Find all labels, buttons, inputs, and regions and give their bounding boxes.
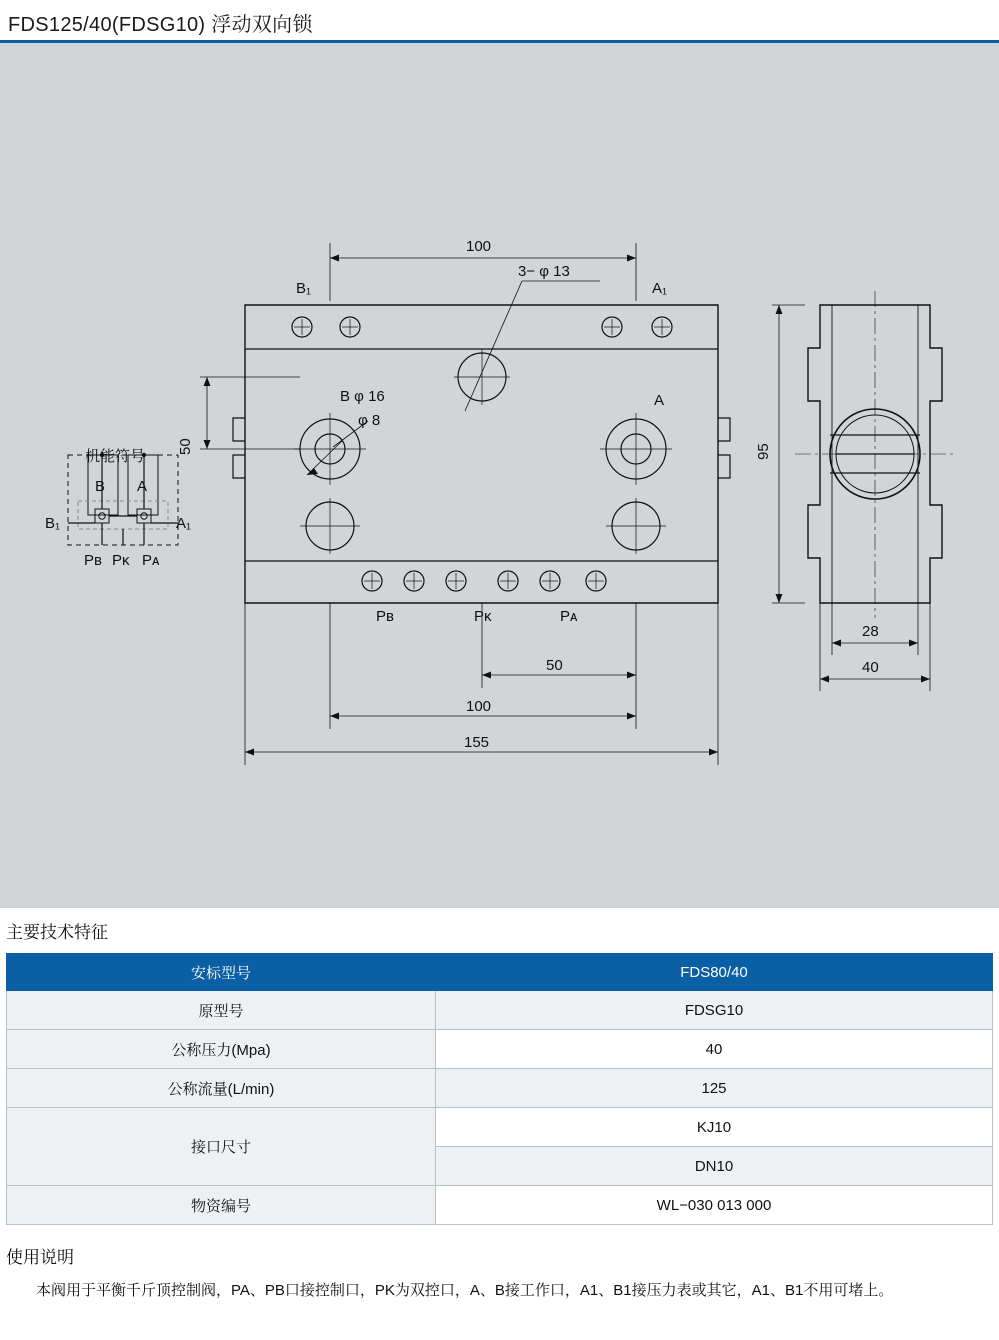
technical-drawing-svg	[0, 43, 999, 908]
front-view-dimensions	[200, 243, 718, 765]
table-row	[7, 1069, 993, 1108]
specs-heading: 主要技术特征	[6, 923, 108, 942]
table-cell-value: 125	[436, 1069, 993, 1108]
label-b1: B₁	[296, 280, 312, 297]
table-cell-value-2: DN10	[436, 1147, 993, 1186]
front-view-body	[233, 305, 730, 603]
table-cell-value: FDSG10	[436, 991, 993, 1030]
symbol-label-a: A	[137, 478, 148, 495]
usage-paragraph: 本阀用于平衡千斤顶控制阀，PA、PB口接控制口，PK为双控口，A、B接工作口，A1、B1接压力表或其它，A1、B1不用可堵上。	[36, 1282, 894, 1299]
table-cell-label: 安标型号	[7, 954, 436, 991]
label-pa: Pᴀ	[560, 608, 578, 625]
table-cell-label: 原型号	[7, 991, 436, 1030]
side-view-dimensions	[772, 305, 930, 691]
table-row	[7, 991, 993, 1030]
page-title: FDS125/40(FDSG10) 浮动双向锁	[8, 14, 313, 36]
table-cell-label: 公称流量(L/min)	[7, 1069, 436, 1108]
table-row	[7, 1108, 993, 1147]
symbol-label-pb: Pʙ	[84, 552, 102, 569]
symbol-label-b1: B₁	[45, 515, 61, 532]
dim-side-40: 40	[862, 659, 879, 676]
specs-table	[6, 953, 993, 1225]
dim-bottom-50: 50	[546, 657, 563, 674]
usage-heading: 使用说明	[6, 1248, 74, 1267]
symbol-label-pa: Pᴀ	[142, 552, 160, 569]
dim-bottom-155: 155	[464, 734, 490, 751]
table-cell-value: KJ10	[436, 1108, 993, 1147]
symbol-label-b: B	[95, 478, 106, 495]
callout-3-phi-13: 3− φ 13	[518, 263, 570, 280]
symbol-caption: 机能符号	[85, 448, 146, 465]
symbol-label-a1: A₁	[176, 515, 192, 532]
function-symbol-group	[68, 453, 178, 545]
label-pk: Pᴋ	[474, 608, 492, 625]
table-cell-value: 40	[436, 1030, 993, 1069]
dim-side-28: 28	[862, 623, 879, 640]
table-cell-label: 接口尺寸	[7, 1108, 436, 1186]
callout-phi-8: φ 8	[358, 412, 381, 429]
label-pb: Pʙ	[376, 608, 394, 625]
table-cell-value: WL−030 013 000	[436, 1186, 993, 1225]
side-view-body	[795, 291, 955, 618]
table-cell-label: 物资编号	[7, 1186, 436, 1225]
table-cell-value: FDS80/40	[436, 954, 993, 991]
symbol-label-pk: Pᴋ	[112, 552, 130, 569]
callout-b-phi-16: B φ 16	[340, 388, 385, 405]
table-cell-label: 公称压力(Mpa)	[7, 1030, 436, 1069]
table-row	[7, 1186, 993, 1225]
dim-left-50: 50	[177, 438, 194, 455]
label-a1: A₁	[652, 280, 668, 297]
label-a: A	[654, 392, 665, 409]
dim-side-95: 95	[755, 443, 772, 460]
table-row-header	[7, 954, 993, 991]
dim-bottom-100: 100	[466, 698, 492, 715]
table-row	[7, 1030, 993, 1069]
dim-top-100: 100	[466, 238, 492, 255]
technical-drawing-panel	[0, 43, 999, 908]
